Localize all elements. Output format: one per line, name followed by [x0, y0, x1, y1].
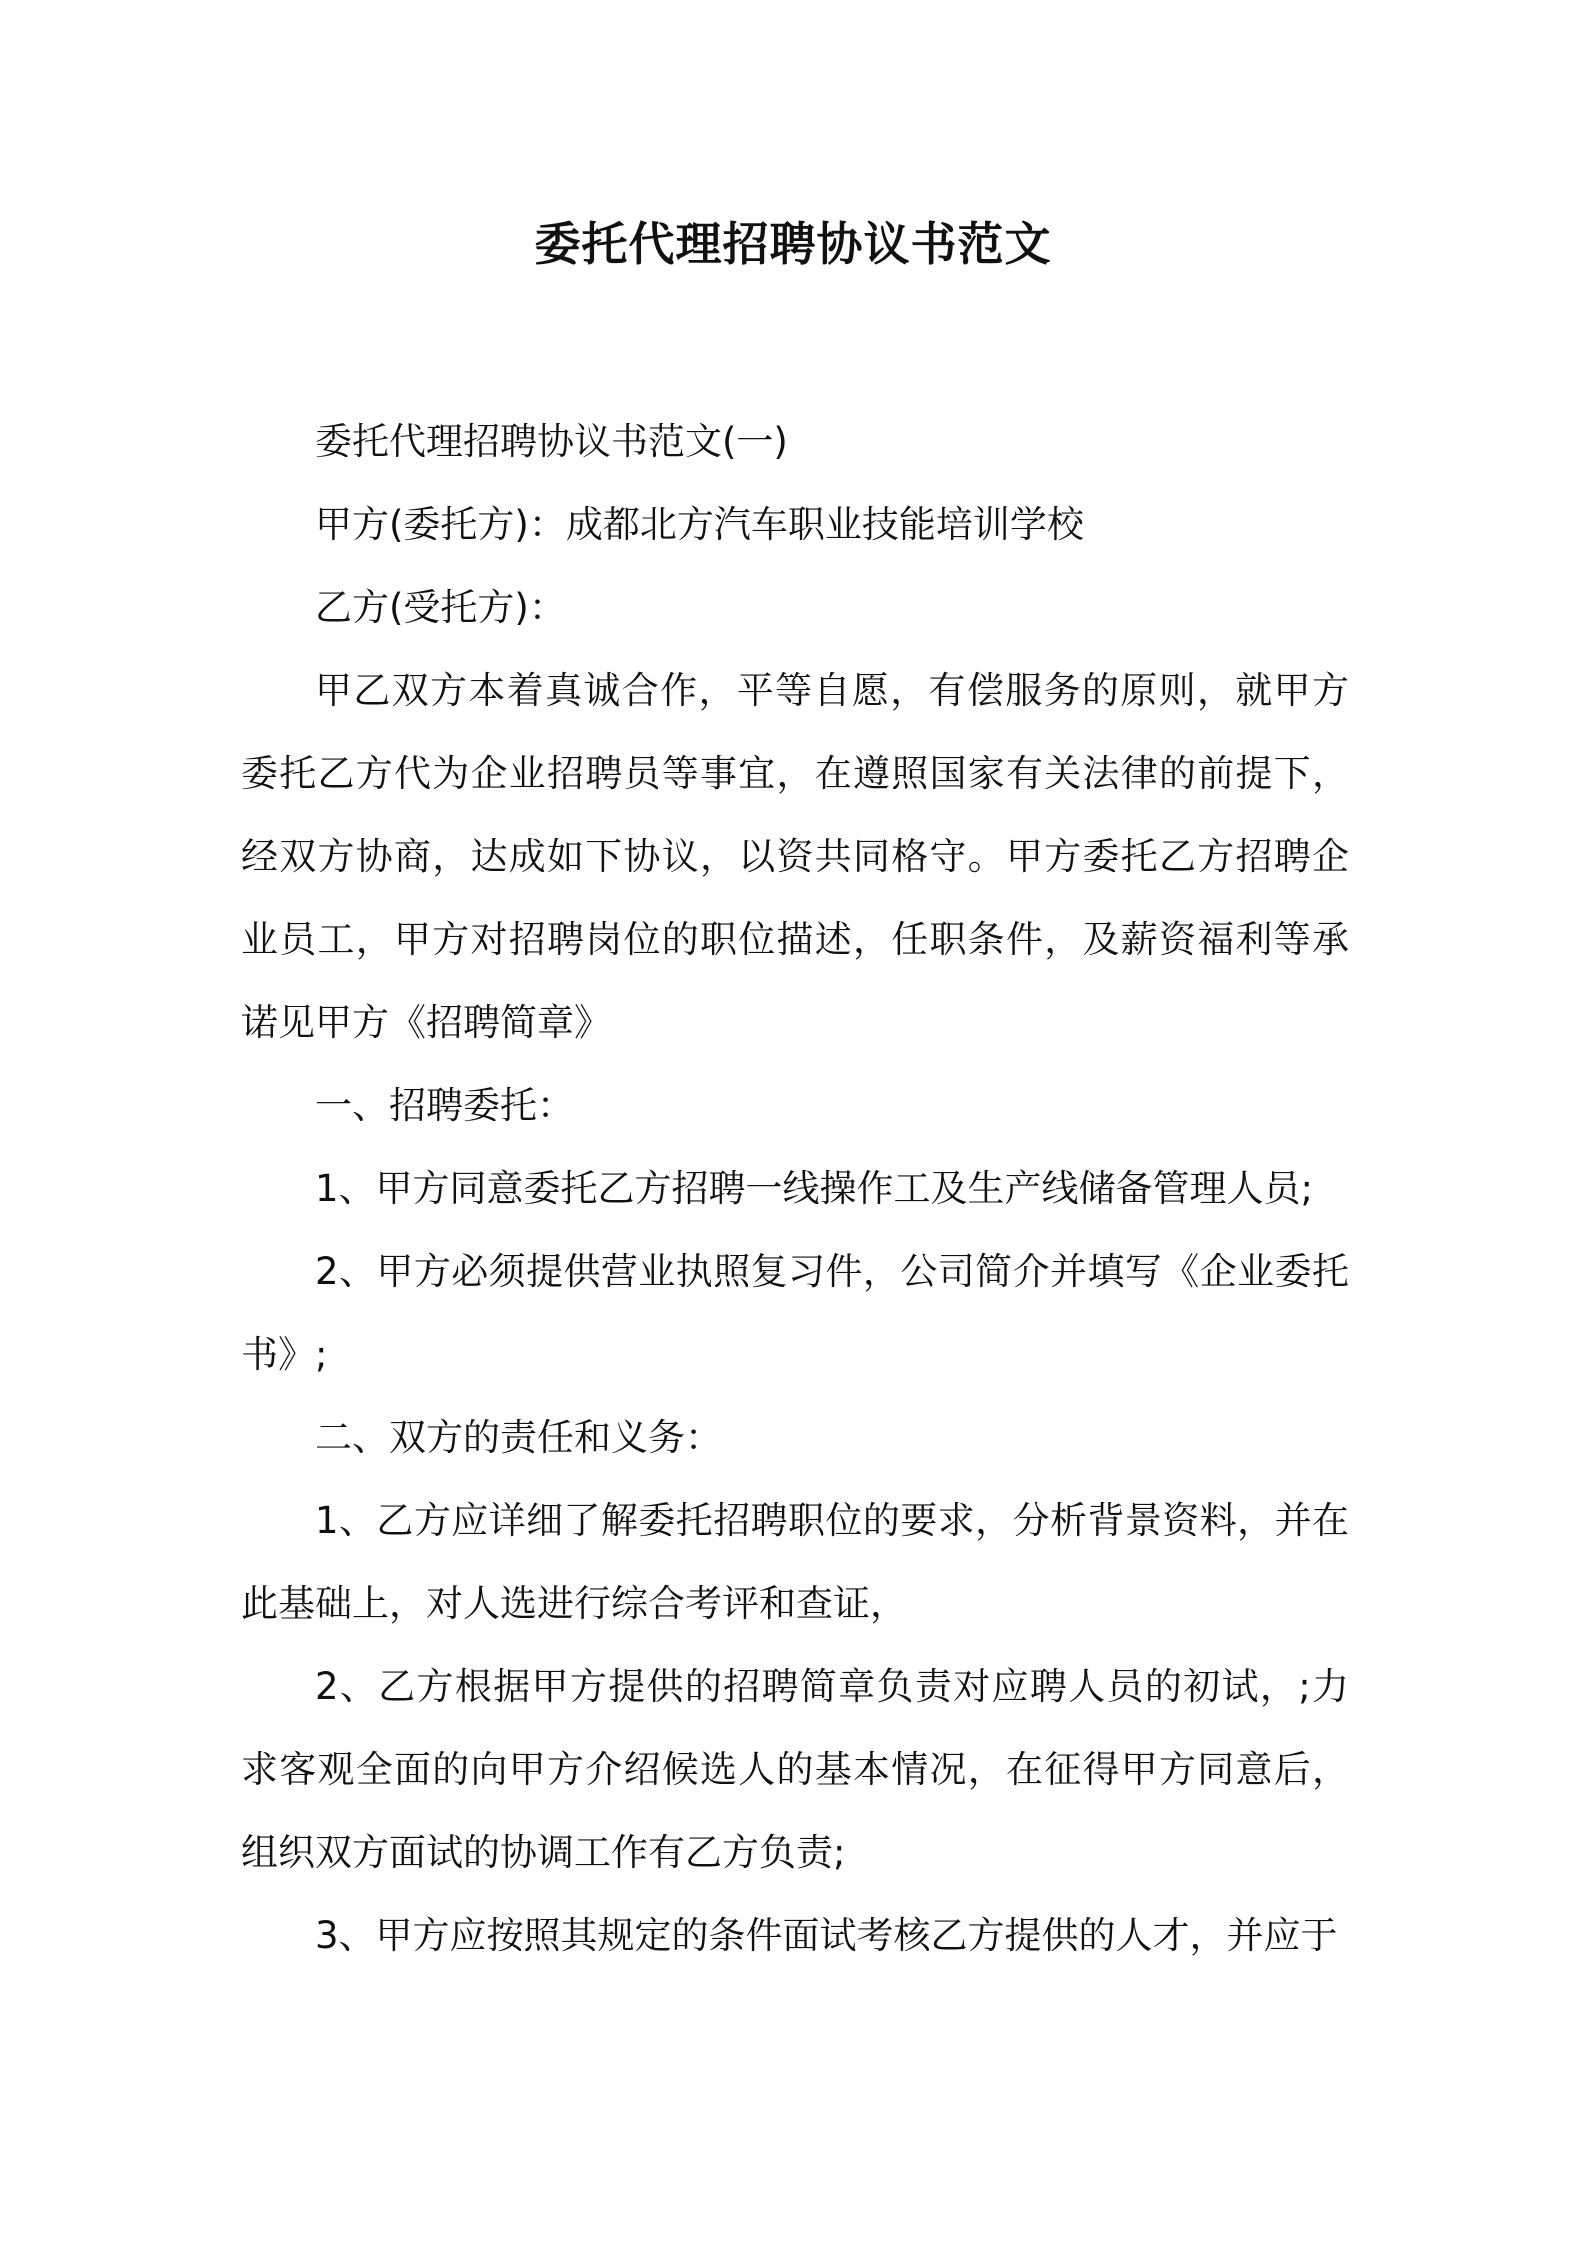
clause-1-1: 1、甲方同意委托乙方招聘一线操作工及生产线储备管理人员; — [315, 1167, 1314, 1210]
section-heading-duties: 二、双方的责任和义务： — [315, 1416, 722, 1459]
paragraph-subtitle: 委托代理招聘协议书范文(一) — [315, 420, 788, 463]
document-body — [241, 400, 1349, 1977]
paragraph-party-a: 甲方(委托方)：成都北方汽车职业技能培训学校 — [315, 503, 1084, 546]
paragraph-preamble: 甲乙双方本着真诚合作，平等自愿，有偿服务的原则，就甲方委托乙方代为企业招聘员等事宜，在遵照国家有关法律的前提下，经双方协商，达成如下协议，以资共同格守。甲方委托乙方招聘企业员工，甲方对招聘岗位的职位描述，任职条件，及薪资福利等承诺见甲方《招聘简章》 — [241, 669, 1349, 1044]
clause-2-2: 2、乙方根据甲方提供的招聘简章负责对应聘人员的初试，;力求客观全面的向甲方介绍候选人的基本情况，在征得甲方同意后，组织双方面试的协调工作有乙方负责; — [241, 1665, 1349, 1874]
document-title: 委托代理招聘协议书范文 — [534, 217, 1052, 271]
clause-1-2: 2、甲方必须提供营业执照复习件，公司简介并填写《企业委托书》; — [241, 1250, 1349, 1376]
clause-2-1: 1、乙方应详细了解委托招聘职位的要求，分析背景资料，并在此基础上，对人选进行综合考评和查证， — [241, 1499, 1349, 1625]
paragraph-party-b: 乙方(受托方)： — [315, 586, 566, 629]
clause-2-3: 3、甲方应按照其规定的条件面试考核乙方提供的人才，并应于 — [315, 1914, 1338, 1957]
section-heading-recruitment: 一、招聘委托： — [315, 1084, 574, 1127]
